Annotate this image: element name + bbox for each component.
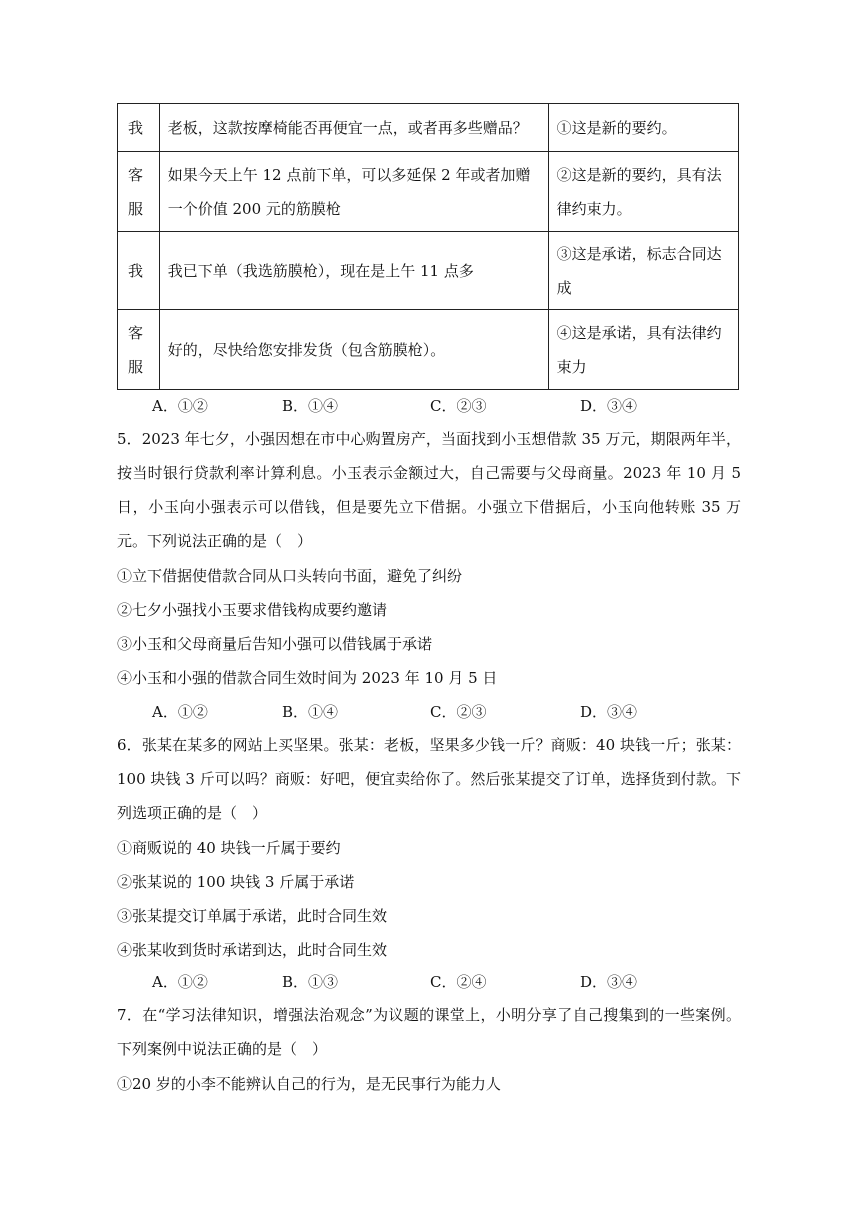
option-a[interactable]: A．①② [152,973,208,991]
q5-statement-2: ②七夕小强找小玉要求借钱构成要约邀请 [117,601,388,619]
speaker-cell: 我 [118,104,160,152]
speech-cell: 老板，这款按摩椅能否再便宜一点，或者再多些赠品？ [159,104,548,152]
note-cell: ②这是新的要约，具有法律约束力。 [548,152,738,232]
speech-cell: 好的，尽快给您安排发货（包含筋膜枪）。 [159,310,548,390]
option-b[interactable]: B．①④ [282,397,339,415]
option-a[interactable]: A．①② [152,397,208,415]
q7-statement-1: ①20 岁的小李不能辨认自己的行为，是无民事行为能力人 [117,1075,501,1093]
option-c[interactable]: C．②③ [430,703,487,721]
option-b[interactable]: B．①③ [282,973,339,991]
note-cell: ④这是承诺，具有法律约束力 [548,310,738,390]
q5-statement-4: ④小玉和小强的借款合同生效时间为 2023 年 10 月 5 日 [117,669,498,687]
speech-cell: 如果今天上午 12 点前下单，可以多延保 2 年或者加赠一个价值 200 元的筋膜枪 [159,152,548,232]
q5-stem: 5．2023 年七夕，小强因想在市中心购置房产，当面找到小玉想借款 35 万元，期限两年半，按当时银行贷款利率计算利息。小玉表示金额过大，自己需要与父母商量。2023 年 10 月 5 日，小玉向小强表示可以借钱，但是要先立下借据。小强立下借据后，小玉向他转账 35 万元。下列说法正确的是（ ） [117,430,741,550]
note-cell: ①这是新的要约。 [548,104,738,152]
option-c[interactable]: C．②④ [430,973,487,991]
option-b[interactable]: B．①④ [282,703,339,721]
q6-statement-4: ④张某收到货时承诺到达，此时合同生效 [117,941,388,959]
option-a[interactable]: A．①② [152,703,208,721]
speaker-cell: 客服 [118,310,160,390]
speaker-cell: 我 [118,232,160,310]
q6-options [152,971,712,995]
q5-options [152,701,712,725]
table-row [118,152,739,232]
table-row [118,310,739,390]
speaker-cell: 客服 [118,152,160,232]
option-d[interactable]: D．③④ [580,973,638,991]
speech-cell: 我已下单（我选筋膜枪），现在是上午 11 点多 [159,232,548,310]
q6-statement-1: ①商贩说的 40 块钱一斤属于要约 [117,839,341,857]
q6-statement-2: ②张某说的 100 块钱 3 斤属于承诺 [117,873,355,891]
q7-stem: 7．在“学习法律知识，增强法治观念”为议题的课堂上，小明分享了自己搜集到的一些案例。下列案例中说法正确的是（ ） [117,1006,741,1058]
table-row [118,232,739,310]
option-d[interactable]: D．③④ [580,703,638,721]
option-d[interactable]: D．③④ [580,397,638,415]
q6-stem: 6．张某在某多的网站上买坚果。张某：老板，坚果多少钱一斤？商贩：40 块钱一斤；张某：100 块钱 3 斤可以吗？商贩：好吧，便宜卖给你了。然后张某提交了订单，选择货到付款。下列选项正确的是（ ） [117,736,741,822]
table-row [118,104,739,152]
q4-options [152,395,712,419]
q6-statement-3: ③张某提交订单属于承诺，此时合同生效 [117,907,388,925]
q5-statement-3: ③小玉和父母商量后告知小强可以借钱属于承诺 [117,635,433,653]
dialogue-table [117,103,739,390]
q5-statement-1: ①立下借据使借款合同从口头转向书面，避免了纠纷 [117,567,463,585]
note-cell: ③这是承诺，标志合同达成 [548,232,738,310]
option-c[interactable]: C．②③ [430,397,487,415]
